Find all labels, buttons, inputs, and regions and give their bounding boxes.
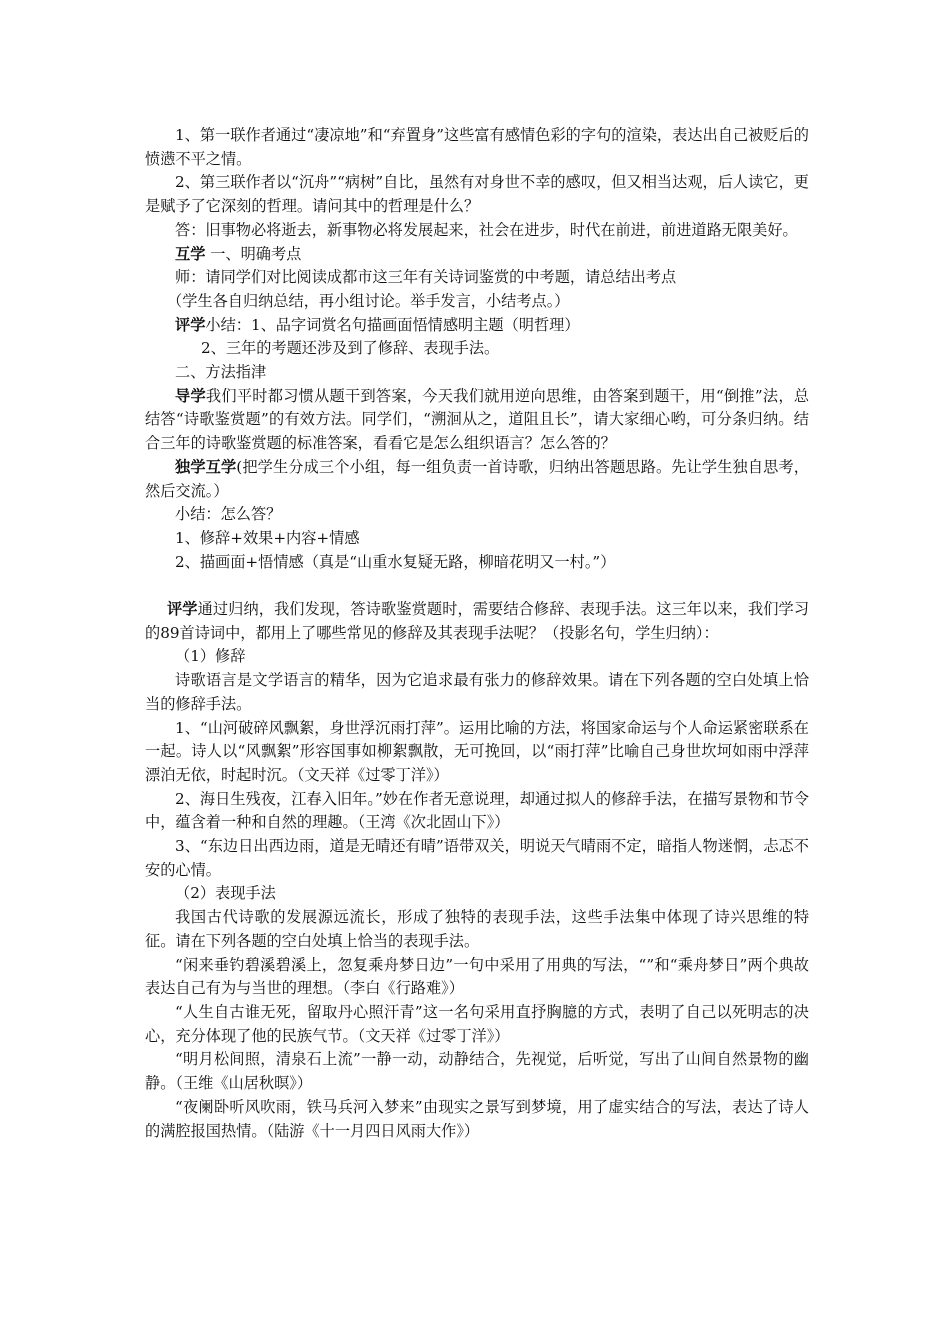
paragraph-xiaojie-how: 小结：怎么答？: [175, 505, 282, 524]
paragraph-techniques-intro: 我国古代诗歌的发展源远流长，形成了独特的表现手法，这些手法集中体现了诗兴思维的特征。请在下列各题的空白处填上恰当的表现手法。: [145, 908, 809, 950]
paragraph-duxue-huxue: 独学互学(把学生分成三个小组，每一组负责一首诗歌，归纳出答题思路。先让学生独自思考，然后交流。）: [145, 457, 809, 500]
paragraph-technique-example-4: “夜阑卧听风吹雨，铁马兵河入梦来”由现实之景写到梦境，用了虚实结合的写法，表达了诗人的满腔报国热情。（陆游《十一月四日风雨大作》）: [145, 1097, 809, 1140]
paragraph-technique-example-2: “人生自古谁无死，留取丹心照汗青”这一名句采用直抒胸臆的方式，表明了自己以死明志的决心，充分体现了他的民族气节。（文天祥《过零丁洋》）: [145, 1003, 809, 1045]
heading-rhetoric: （1）修辞: [175, 647, 246, 666]
paragraph-q2: 2、第三联作者以“沉舟”“病树”自比，虽然有对身世不幸的感叹，但又相当达观，后人读它，更是赋予了它深刻的哲理。请问其中的哲理是什么？: [145, 173, 809, 216]
paragraph-student-activity: （学生各自归纳总结，再小组讨论。举手发言，小结考点。）: [167, 291, 570, 310]
paragraph-q1-answer: 1、第一联作者通过“凄凉地”和“弃置身”这些富有感情色彩的字句的渲染，表达出自己被贬后的愤懑不平之情。: [145, 126, 809, 168]
document-body: [145, 124, 809, 1143]
list-item-method-2: 2、描画面+悟情感（真是“山重水复疑无路，柳暗花明又一村。”）: [175, 552, 616, 571]
paragraph-technique-example-1: “闲来垂钓碧溪碧溪上，忽复乘舟梦日边”一句中采用了用典的写法，“”和“乘舟梦日”两个典故表达自己有为与当世的理想。（李白《行路难》）: [145, 955, 809, 998]
paragraph-rhetoric-example-2: 2、海日生残夜，江春入旧年。”妙在作者无意说理，却通过拟人的修辞手法，在描写景物和节令中，蕴含着一种和自然的理趣。（王湾《次北固山下》）: [145, 789, 809, 832]
paragraph-summary-point-2: 2、三年的考题还涉及到了修辞、表现手法。: [201, 339, 500, 358]
list-item-method-1: 1、修辞+效果+内容+情感: [175, 528, 360, 547]
paragraph-rhetoric-intro: 诗歌语言是文学语言的精华，因为它追求最有张力的修辞效果。请在下列各题的空白处填上恰当的修辞手法。: [145, 671, 809, 713]
paragraph-rhetoric-example-1: 1、“山河破碎风飘絮，身世浮沉雨打萍”。运用比喻的方法，将国家命运与个人命运紧密联系在一起。诗人以“风飘絮”形容国事如柳絮飘散，无可挽回，以“雨打萍”比喻自己身世坎坷如雨中浮萍漂泊无依，时起时沉。（文天祥《过零丁洋》）: [145, 718, 809, 784]
heading-huxue-kaodian: 互学 一、明确考点: [175, 244, 302, 263]
paragraph-pingxue-intro: 评学通过归纳，我们发现，答诗歌鉴赏题时，需要结合修辞、表现手法。这三年以来，我们学习的89首诗词中，都用上了哪些常见的修辞及其表现手法呢？（投影名句，学生归纳）：: [145, 600, 810, 642]
heading-techniques: （2）表现手法: [175, 884, 276, 903]
heading-fangfa-zhijin: 二、方法指津: [175, 363, 267, 382]
paragraph-answer: 答：旧事物必将逝去，新事物必将发展起来，社会在进步，时代在前进，前进道路无限美好。: [175, 220, 798, 239]
paragraph-teacher-prompt: 师：请同学们对比阅读成都市这三年有关诗词鉴赏的中考题，请总结出考点: [175, 268, 677, 287]
paragraph-pingxue-summary: 评学小结：1、品字词赏名句描画面悟情感明主题（明哲理）: [175, 315, 580, 334]
paragraph-rhetoric-example-3: 3、“东边日出西边雨，道是无晴还有晴”语带双关，明说天气晴雨不定，暗指人物迷惘，忐忑不安的心情。: [145, 837, 809, 879]
blank-line: [145, 574, 809, 598]
paragraph-daoxue: 导学我们平时都习惯从题干到答案，今天我们就用逆向思维，由答案到题干，用“倒推”法，总结答“诗歌鉴赏题”的有效方法。同学们，“溯洄从之，道阻且长”，请大家细心哟，可分条归纳。结合三年的诗歌鉴赏题的标准答案，看看它是怎么组织语言？怎么答的？: [145, 386, 810, 453]
paragraph-technique-example-3: “明月松间照，清泉石上流”一静一动，动静结合，先视觉，后听觉，写出了山间自然景物的幽静。（王维《山居秋暝》）: [145, 1050, 809, 1093]
